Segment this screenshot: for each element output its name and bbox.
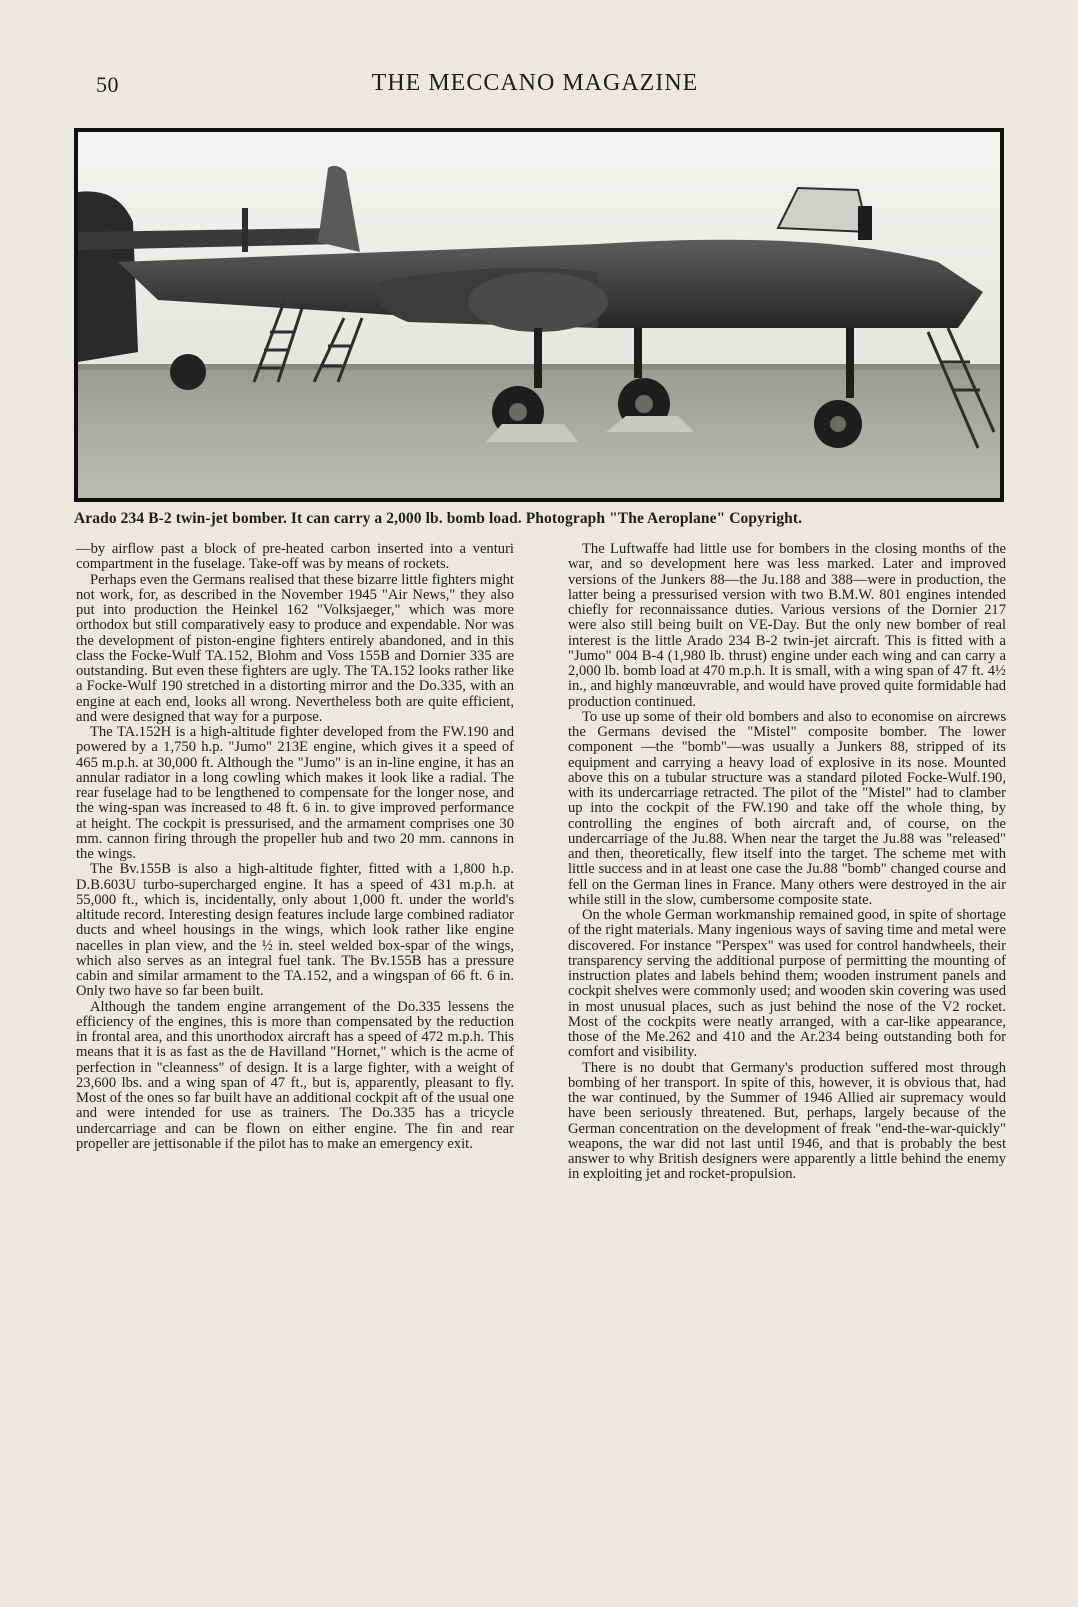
paragraph: The TA.152H is a high-altitude fighter developed from the FW.190 and powered by a 1,750 h.p. "Jumo" 213E engine, which gives it a speed of 465 m.p.h. at 30,000 ft. Although the "Jumo" is an in-line engine, it has an annular radiator in a long cowling which makes it look like a radial. The rear fuselage had to be lengthened to compensate for the longer nose, and the wing-span was increased to 48 ft. 6 in. to give improved performance at height. The cockpit is pressurised, and the armament comprises one 30 mm. cannon firing through the propeller hub and two 20 mm. cannons in the wings.	[76, 724, 514, 862]
paragraph: Although the tandem engine arrangement of the Do.335 lessens the efficiency of the engines, this is more than compensated by the reduction in frontal area, and this unorthodox aircraft has a speed of 472 m.p.h. This means that it is as fast as the de Havilland "Hornet," which is the acme of perfection in "cleanness" of design. It is a large fighter, with a weight of 23,600 lbs. and a wing span of 47 ft., but is, apparently, pleasant to fly. Most of the ones so far built have an additional cockpit aft of the usual one and were intended for use as trainers. The Do.335 has a tricycle undercarriage and can be flown on either engine. The fin and rear propeller are jettisonable if the pilot has to make an emergency exit.	[76, 998, 514, 1152]
paragraph: There is no doubt that Germany's production suffered most through bombing of her transport. In spite of this, however, it is obvious that, had the war continued, by the Summer of 1946 Allied air supremacy would have been seriously threatened. But, perhaps, largely because of the German concentration on the development of freak "end-the-war-quickly" weapons, the war did not last until 1946, and that is probably the best answer to why British designers were apparently a little behind the enemy in exploiting jet and rocket-propulsion.	[568, 1059, 1006, 1183]
article-right-column	[568, 542, 1006, 1183]
page-number: 50	[96, 72, 119, 97]
magazine-title: THE MECCANO MAGAZINE	[371, 70, 699, 96]
paragraph: To use up some of their old bombers and also to economise on aircrews the Germans devised the "Mistel" composite bomber. The lower component —the "bomb"—was usually a Junkers 88, stripped of its equipment and carrying a heavy load of explosive in its nose. Mounted above this on a tubular structure was a standard piloted Focke-Wulf.190, with its undercarriage retracted. The pilot of the "Mistel" had to clamber up into the cockpit of the FW.190 and take off the whole thing, by controlling the engines of both aircraft and, of course, on the undercarriage of the Ju.88. When near the target the Ju.88 was "released" and then, theoretically, flew itself into the target. The scheme met with little success and in at least one case the Ju.88 "bomb" changed course and fell on the German lines in France. Many others were destroyed in the air while still in the slow, cumbersome composite state.	[568, 708, 1006, 908]
aircraft-photograph	[74, 128, 1004, 502]
aircraft-photo-illustration	[78, 132, 1000, 498]
photo-caption: Arado 234 B-2 twin-jet bomber. It can carry a 2,000 lb. bomb load. Photograph "The Aeroplane" Copyright.	[74, 510, 803, 527]
paragraph: The Luftwaffe had little use for bombers in the closing months of the war, and so development here was less marked. Later and improved versions of the Junkers 88—the Ju.188 and 388—were in production, the latter being a pressurised version with two B.M.W. 801 engines intended chiefly for reconnaissance duties. Various versions of the Dornier 217 were also still being built on VE-Day. But the only new bomber of real interest is the little Arado 234 B-2 twin-jet aircraft. This is fitted with a "Jumo" 004 B-4 (1,980 lb. thrust) engine under each wing and can carry a 2,000 lb. bomb load at 470 m.p.h. It is small, with a wing span of 47 ft. 4½ in., and highly manœuvrable, and would have proved quite formidable had production continued.	[568, 541, 1006, 710]
article-left-column	[76, 542, 514, 1152]
paragraph: The Bv.155B is also a high-altitude fighter, fitted with a 1,800 h.p. D.B.603U turbo-supercharged engine. It has a speed of 431 m.p.h. at 55,000 ft., which is, incidentally, only about 1,000 ft. under the world's altitude record. Interesting design features include large combined radiator ducts and wheel housings in the wings, which look rather like engine nacelles in plan view, and the ½ in. steel welded box-spar of the wings, which also serves as an integral fuel tank. The Bv.155B has a pressure cabin and similar armament to the TA.152, and a wingspan of 66 ft. 6 in. Only two have so far been built.	[76, 861, 514, 1000]
paragraph: —by airflow past a block of pre-heated carbon inserted into a venturi compartment in the fuselage. Take-off was by means of rockets.	[76, 541, 514, 573]
paragraph: On the whole German workmanship remained good, in spite of shortage of the right materials. Many ingenious ways of saving time and metal were discovered. For instance "Perspex" was used for control handwheels, their transparency serving the additional purpose of permitting the mounting of instruction plates and labels behind them; wooden instrument panels and cockpit shelves were commonly used; and wooden skin covering was used in most unusual places, such as just behind the nose of the V2 rocket. Most of the cockpits were neatly arranged, with a car-like appearance, those of the Me.262 and 410 and the Ar.234 being outstanding both for comfort and visibility.	[568, 907, 1006, 1061]
paragraph: Perhaps even the Germans realised that these bizarre little fighters might not work, for, as described in the November 1945 "Air News," they also put into production the Heinkel 162 "Volksjaeger," which was more orthodox but still comparatively easy to produce and expendable. Nor was the development of piston-engine fighters entirely abandoned, and in this class the Focke-Wulf TA.152, Blohm and Voss 155B and Dornier 335 are outstanding. But even these fighters are ugly. The TA.152 looks rather like a Focke-Wulf 190 stretched in a distorting mirror and the Do.335, with an engine at each end, looks all wrong. Nevertheless both are quite efficient, and were designed that way for a purpose.	[76, 571, 514, 725]
